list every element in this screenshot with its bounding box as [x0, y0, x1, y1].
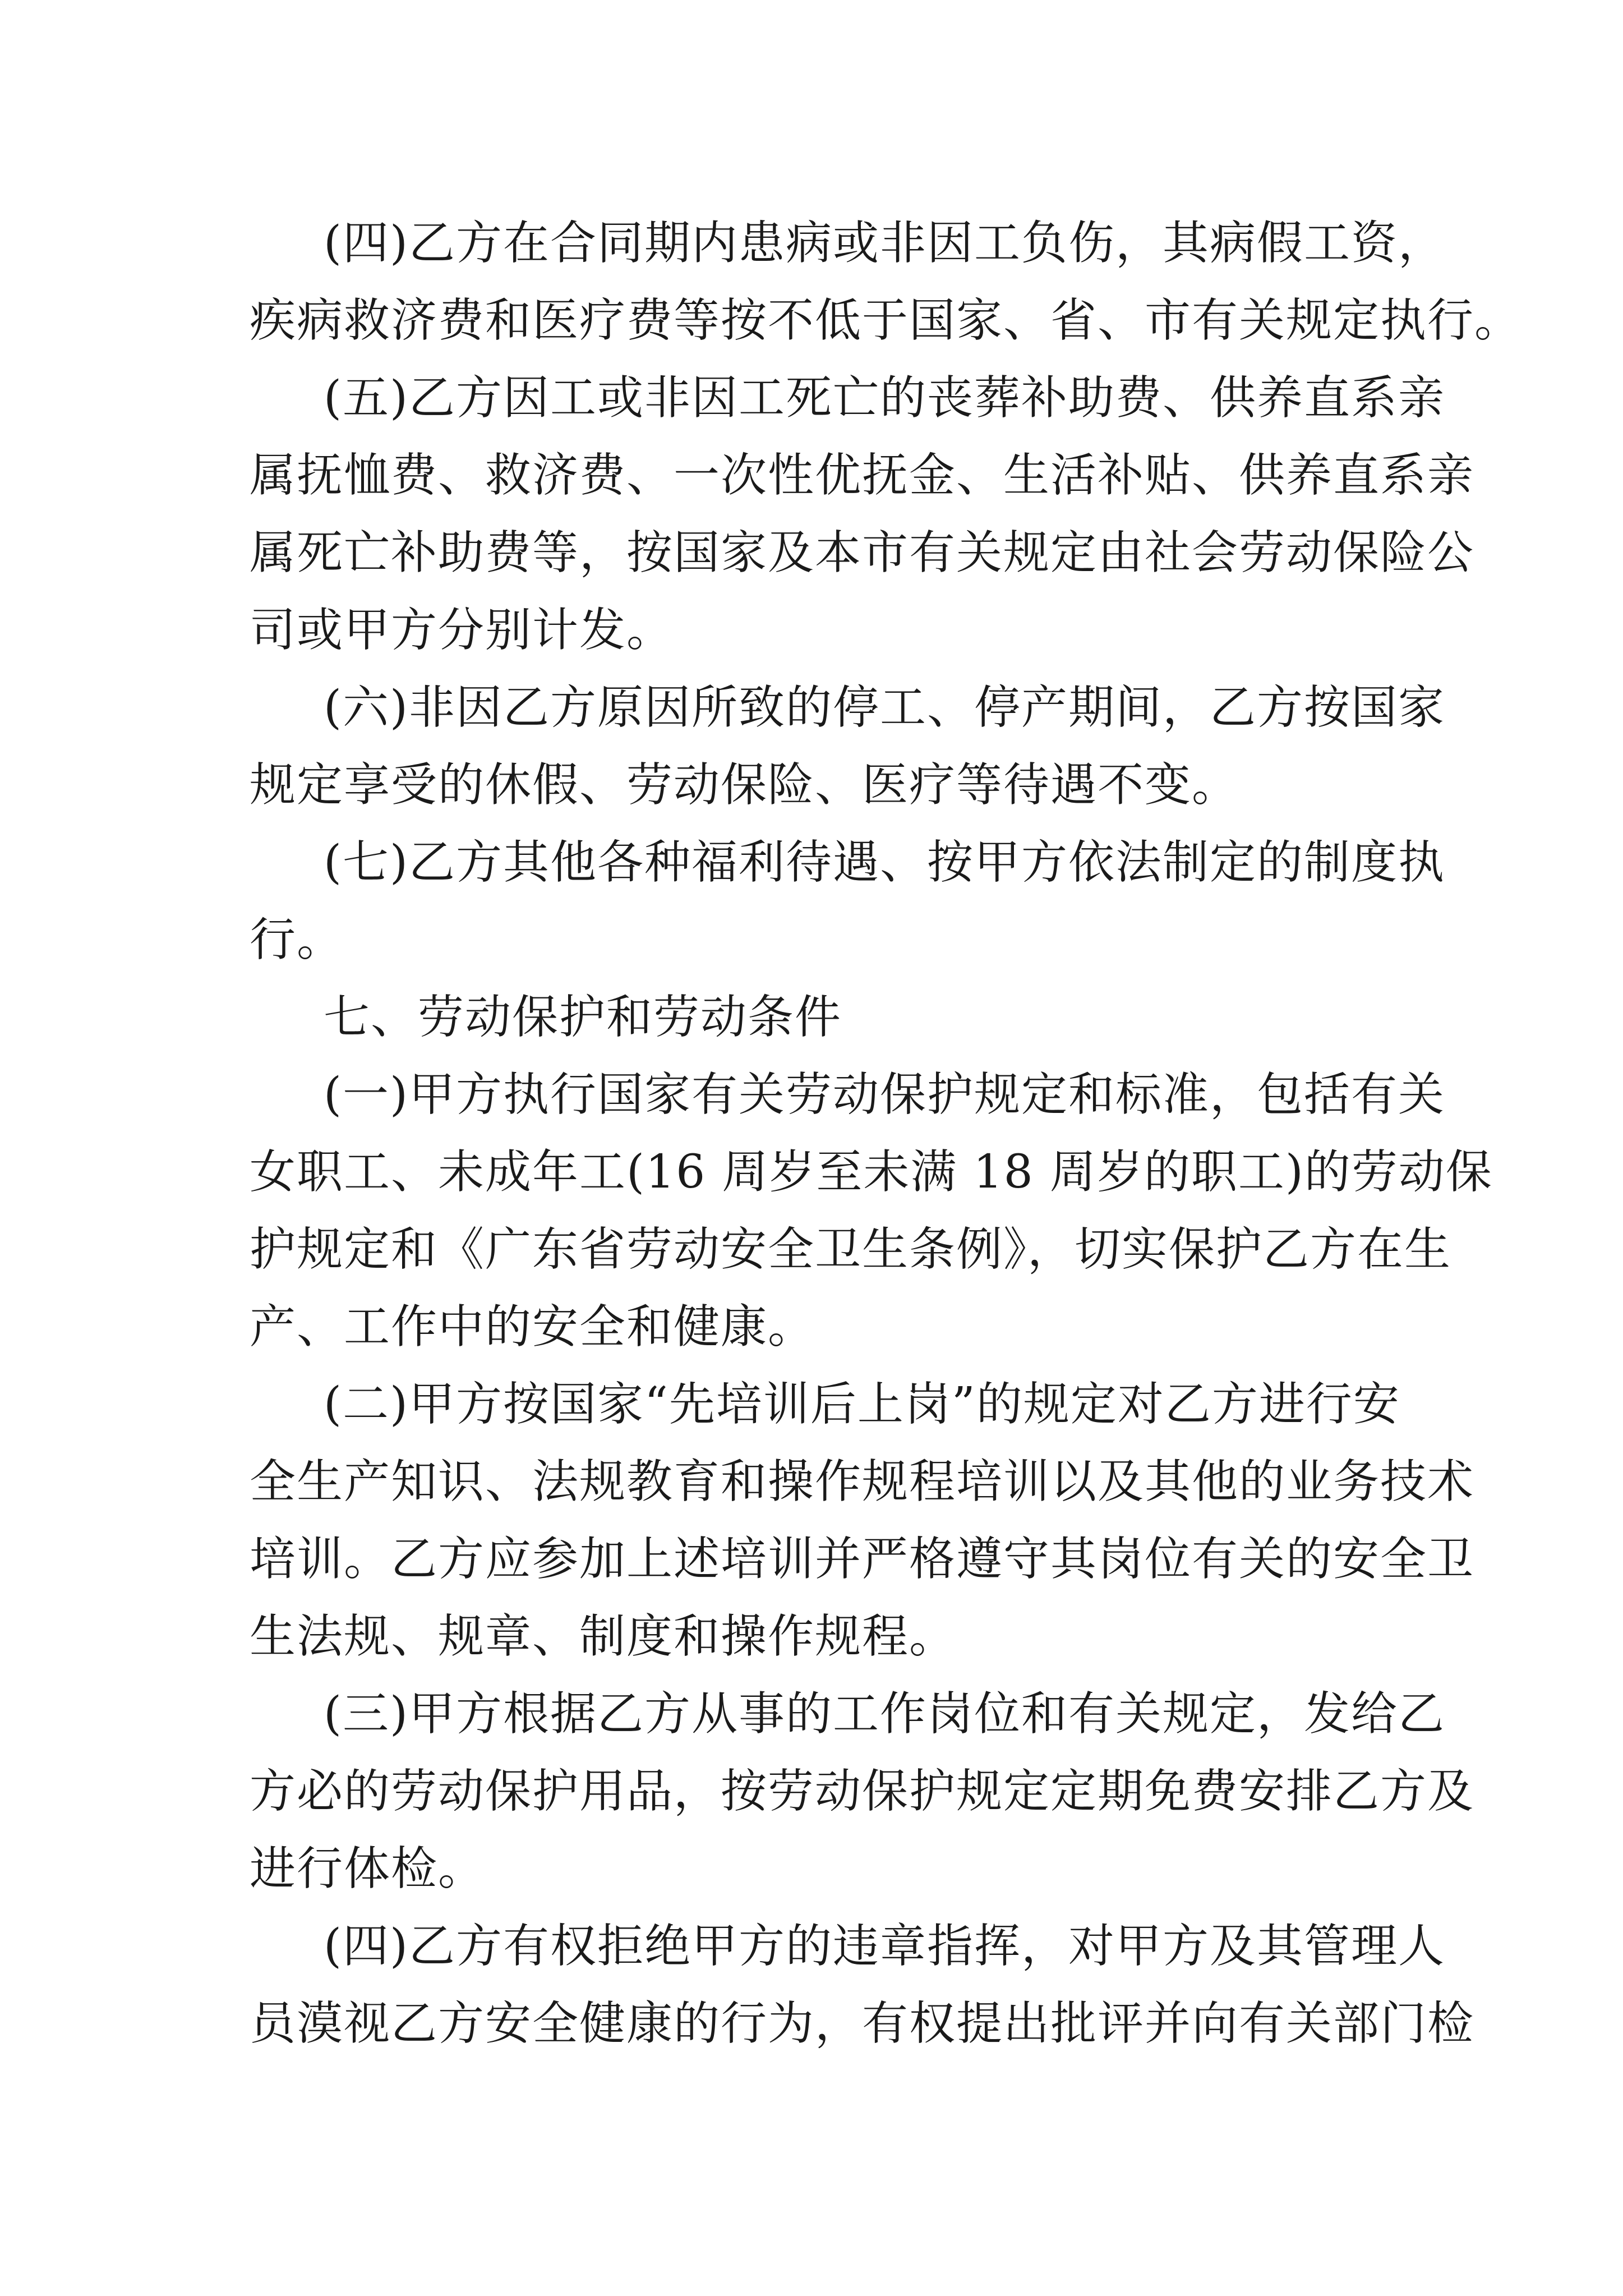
text-line: 女职工、未成年工(16 周岁至未满 18 周岁的职工)的劳动保 — [250, 1145, 1493, 1199]
text-line: 培训。乙方应参加上述培训并严格遵守其岗位有关的安全卫 — [250, 1533, 1475, 1586]
text-line: (一)甲方执行国家有关劳动保护规定和标准，包括有关 — [324, 1068, 1445, 1121]
text-line: 产、工作中的安全和健康。 — [250, 1300, 815, 1354]
text-line: 司或甲方分别计发。 — [250, 604, 674, 657]
text-line: 全生产知识、法规教育和操作规程培训以及其他的业务技术 — [250, 1455, 1475, 1508]
text-line: (七)乙方其他各种福利待遇、按甲方依法制定的制度执 — [324, 836, 1445, 889]
text-line: 员漠视乙方安全健康的行为，有权提出批评并向有关部门检 — [250, 1997, 1475, 2050]
text-line: 属抚恤费、救济费、一次性优抚金、生活补贴、供养直系亲 — [250, 449, 1475, 502]
section-heading: 七、劳动保护和劳动条件 — [324, 991, 842, 1044]
text-line: 疾病救济费和医疗费等按不低于国家、省、市有关规定执行。 — [250, 294, 1522, 347]
text-line: 行。 — [250, 913, 344, 967]
text-line: 护规定和《广东省劳动安全卫生条例》，切实保护乙方在生 — [250, 1223, 1452, 1276]
text-line: (四)乙方有权拒绝甲方的违章指挥，对甲方及其管理人 — [324, 1920, 1445, 1973]
text-line: 规定享受的休假、劳动保险、医疗等待遇不变。 — [250, 758, 1239, 812]
text-line: (六)非因乙方原因所致的停工、停产期间，乙方按国家 — [324, 681, 1445, 734]
text-line: (二)甲方按国家“先培训后上岗”的规定对乙方进行安 — [324, 1378, 1400, 1431]
text-line: 方必的劳动保护用品，按劳动保护规定定期免费安排乙方及 — [250, 1765, 1475, 1818]
text-line: 生法规、规章、制度和操作规程。 — [250, 1610, 957, 1663]
text-line: (四)乙方在合同期内患病或非因工负伤，其病假工资， — [324, 217, 1445, 270]
text-line: 进行体检。 — [250, 1842, 486, 1895]
text-line: 属死亡补助费等，按国家及本市有关规定由社会劳动保险公 — [250, 526, 1475, 579]
text-line: (三)甲方根据乙方从事的工作岗位和有关规定，发给乙 — [324, 1687, 1445, 1741]
text-line: (五)乙方因工或非因工死亡的丧葬补助费、供养直系亲 — [324, 371, 1445, 425]
